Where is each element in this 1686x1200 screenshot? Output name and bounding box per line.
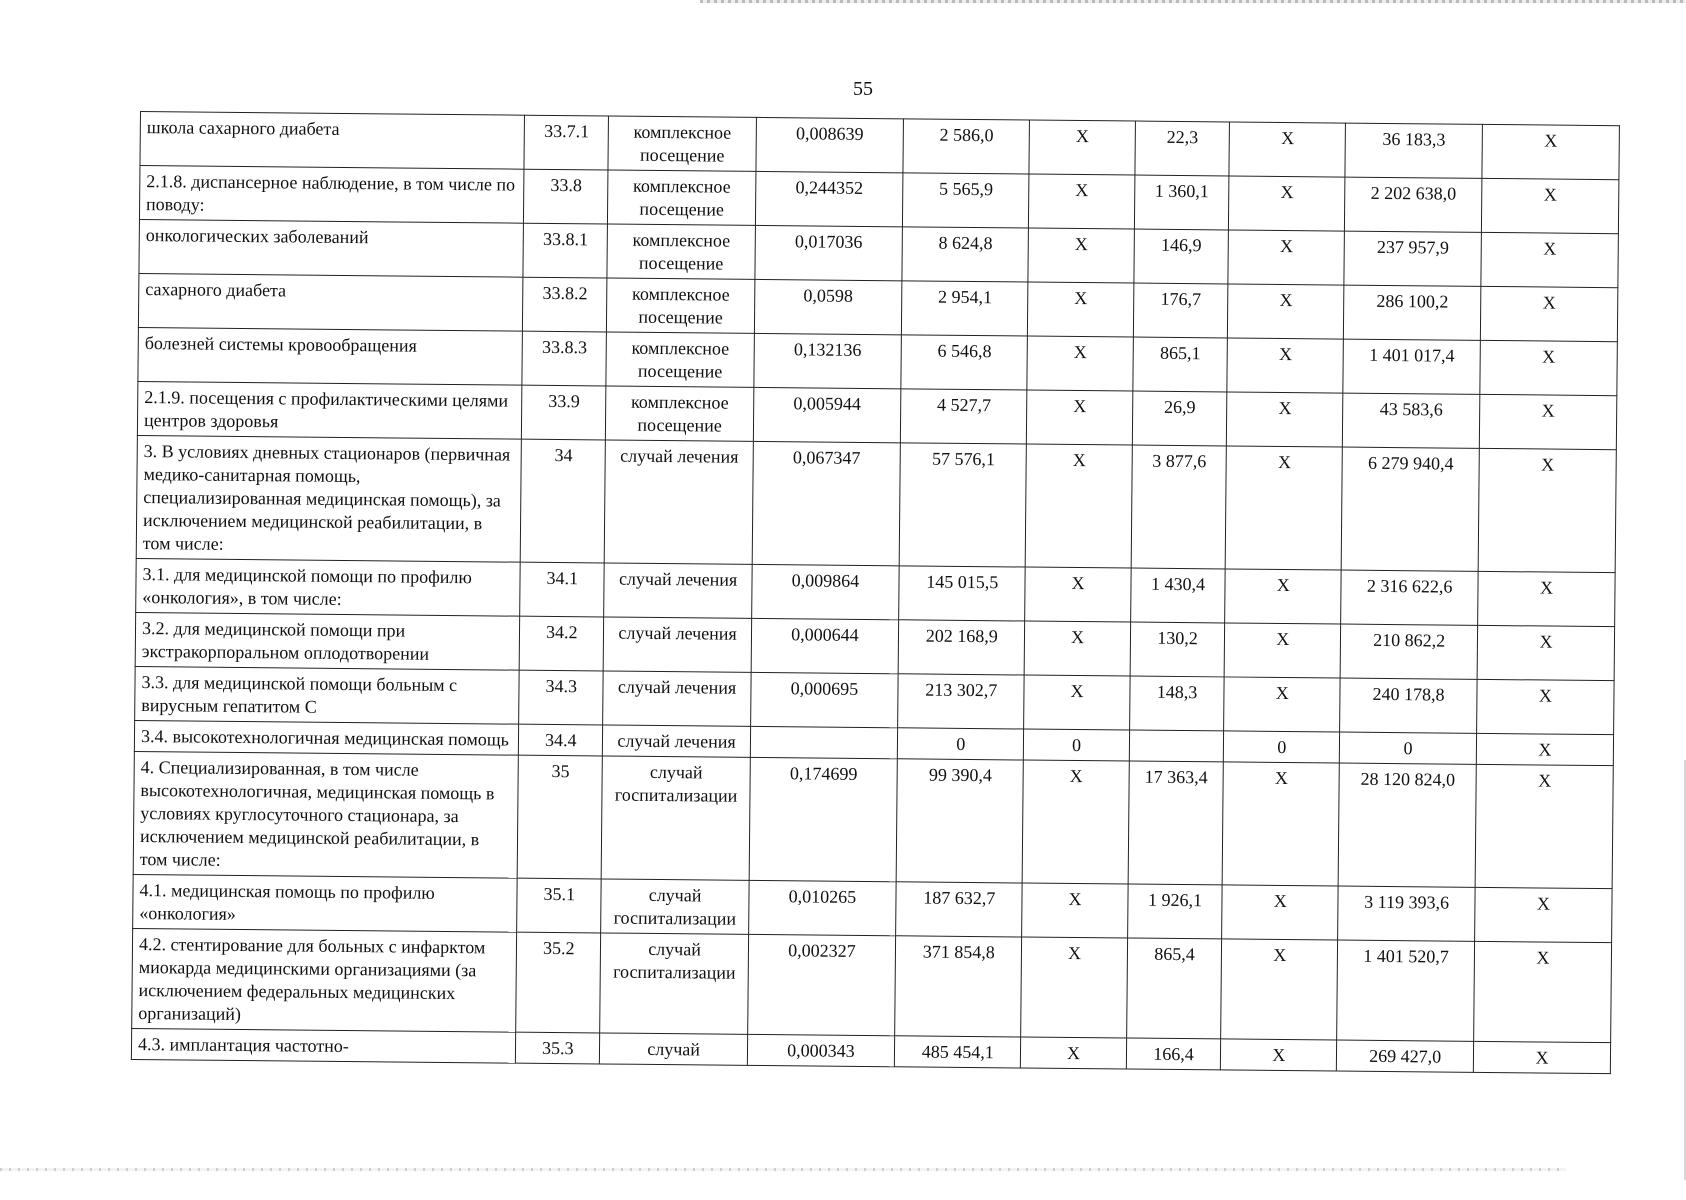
unit-cell: случай xyxy=(600,1033,748,1065)
col-x2-cell: X xyxy=(1227,392,1343,447)
cost-norm-cell: 4 527,7 xyxy=(900,389,1027,444)
total-cost-cell: 6 279 940,4 xyxy=(1341,447,1479,571)
cost-norm-cell: 213 302,7 xyxy=(898,674,1025,729)
cost-norm-cell: 485 454,1 xyxy=(895,1036,1022,1068)
indicator-name-cell: 3.1. для медицинской помощи по профилю «онкология», в том числе: xyxy=(136,558,521,616)
unit-cell: случай лечения xyxy=(603,671,751,726)
col-x3-cell: X xyxy=(1480,286,1617,341)
col-x3-cell: X xyxy=(1480,340,1617,395)
total-cost-cell: 3 119 393,6 xyxy=(1338,886,1475,941)
cost-norm-cell: 8 624,8 xyxy=(902,227,1029,282)
cost-norm-cell: 0 xyxy=(897,728,1024,760)
total-cost-cell: 286 100,2 xyxy=(1344,285,1481,340)
page-number: 55 xyxy=(853,78,873,100)
total-cost-cell: 240 178,8 xyxy=(1340,678,1477,733)
volume-norm-cell: 0,017036 xyxy=(755,225,903,280)
table-row xyxy=(133,751,1613,888)
col-x1-cell: 0 xyxy=(1024,729,1130,761)
volume-norm-cell: 0,008639 xyxy=(756,117,904,172)
indicator-name-cell: 3. В условиях дневных стационаров (первичная медико-санитарная помощь, специализированная медицинская помощь), за исключением медицинской реабилитации, в том числе: xyxy=(136,435,521,562)
indicator-name-cell: 3.4. высокотехнологичная медицинская помощь xyxy=(134,720,518,755)
volume-norm-cell: 0,000644 xyxy=(751,618,899,673)
col-x1-cell: X xyxy=(1029,120,1135,175)
row-code-cell: 35.3 xyxy=(516,1032,600,1064)
per-capita-cell: 166,4 xyxy=(1126,1038,1221,1070)
col-x1-cell: X xyxy=(1025,621,1131,676)
col-x2-cell: X xyxy=(1224,677,1340,732)
total-cost-cell: 2 202 638,0 xyxy=(1345,177,1482,232)
cost-norm-cell: 145 015,5 xyxy=(899,566,1026,621)
col-x2-cell: 0 xyxy=(1224,731,1340,763)
col-x2-cell: X xyxy=(1223,762,1340,886)
per-capita-cell: 146,9 xyxy=(1134,229,1229,284)
unit-cell: случай лечения xyxy=(605,440,754,564)
per-capita-cell: 865,1 xyxy=(1133,337,1228,392)
table-row xyxy=(132,928,1612,1042)
per-capita-cell: 1 360,1 xyxy=(1134,175,1229,230)
total-cost-cell: 1 401 520,7 xyxy=(1337,940,1475,1041)
per-capita-cell: 176,7 xyxy=(1133,283,1228,338)
col-x3-cell: X xyxy=(1475,887,1612,942)
unit-cell: случай госпитализации xyxy=(602,756,751,880)
unit-cell: случай госпитализации xyxy=(600,933,748,1034)
unit-cell: комплексное посещение xyxy=(606,332,754,387)
col-x2-cell: X xyxy=(1228,284,1344,339)
unit-cell: случай лечения xyxy=(604,617,752,672)
per-capita-cell xyxy=(1129,730,1224,762)
total-cost-cell: 1 401 017,4 xyxy=(1343,339,1480,394)
indicator-name-cell: 2.1.8. диспансерное наблюдение, в том числе по поводу: xyxy=(139,166,524,224)
row-code-cell: 34.1 xyxy=(520,562,605,617)
col-x3-cell: X xyxy=(1478,448,1616,572)
col-x3-cell: X xyxy=(1473,1041,1610,1073)
indicator-name-cell: 4.3. имплантация частотно- xyxy=(131,1028,515,1063)
col-x2-cell: X xyxy=(1225,623,1341,678)
row-code-cell: 33.8.3 xyxy=(522,331,607,386)
total-cost-cell: 210 862,2 xyxy=(1340,624,1477,679)
unit-cell: случай лечения xyxy=(603,725,751,757)
per-capita-cell: 865,4 xyxy=(1126,938,1222,1039)
col-x2-cell: X xyxy=(1229,122,1345,177)
row-code-cell: 33.8 xyxy=(524,169,609,224)
col-x2-cell: X xyxy=(1221,1039,1337,1071)
indicator-name-cell: 3.2. для медицинской помощи при экстракорпоральном оплодотворении xyxy=(135,612,520,670)
row-code-cell: 33.8.2 xyxy=(523,277,608,332)
cost-norm-cell: 2 954,1 xyxy=(902,281,1029,336)
cost-norm-cell: 371 854,8 xyxy=(895,936,1022,1037)
row-code-cell: 35.2 xyxy=(516,932,601,1033)
volume-norm-cell: 0,000695 xyxy=(750,672,898,727)
row-code-cell: 34.3 xyxy=(519,670,604,725)
total-cost-cell: 2 316 622,6 xyxy=(1341,570,1478,625)
indicator-name-cell: школа сахарного диабета xyxy=(140,112,525,170)
col-x1-cell: X xyxy=(1029,174,1135,229)
cost-norm-cell: 187 632,7 xyxy=(896,882,1023,937)
col-x2-cell: X xyxy=(1222,885,1338,940)
cost-norm-cell: 2 586,0 xyxy=(903,119,1030,174)
col-x3-cell: X xyxy=(1477,625,1614,680)
per-capita-cell: 17 363,4 xyxy=(1128,761,1224,885)
row-code-cell: 34.2 xyxy=(519,616,604,671)
indicator-name-cell: сахарного диабета xyxy=(138,273,523,331)
col-x1-cell: X xyxy=(1021,1037,1127,1069)
col-x2-cell: X xyxy=(1228,230,1344,285)
indicator-name-cell: 3.3. для медицинской помощи больным с вирусным гепатитом С xyxy=(135,666,520,724)
volume-norm-cell: 0,010265 xyxy=(748,880,896,935)
volume-norm-cell xyxy=(750,726,898,758)
cost-norm-cell: 57 576,1 xyxy=(899,443,1026,567)
col-x2-cell: X xyxy=(1226,446,1343,570)
volume-norm-cell: 0,067347 xyxy=(752,441,901,565)
total-cost-cell: 28 120 824,0 xyxy=(1338,763,1476,887)
col-x3-cell: X xyxy=(1477,679,1614,734)
row-code-cell: 35.1 xyxy=(517,878,602,933)
volume-norm-cell: 0,002327 xyxy=(747,934,895,1035)
scan-edge-top xyxy=(700,0,1686,3)
table-row xyxy=(136,435,1616,572)
volume-norm-cell: 0,174699 xyxy=(749,757,898,881)
total-cost-cell: 43 583,6 xyxy=(1343,393,1480,448)
col-x1-cell: X xyxy=(1021,937,1127,1038)
col-x3-cell: X xyxy=(1479,394,1616,449)
row-code-cell: 35 xyxy=(517,755,602,879)
per-capita-cell: 26,9 xyxy=(1132,391,1227,446)
col-x1-cell: X xyxy=(1028,282,1134,337)
col-x3-cell: X xyxy=(1481,178,1618,233)
col-x3-cell: X xyxy=(1476,733,1613,765)
per-capita-cell: 1 430,4 xyxy=(1130,568,1225,623)
total-cost-cell: 237 957,9 xyxy=(1344,231,1481,286)
col-x2-cell: X xyxy=(1227,338,1343,393)
unit-cell: комплексное посещение xyxy=(608,116,756,171)
total-cost-cell: 269 427,0 xyxy=(1337,1040,1474,1072)
row-code-cell: 34.4 xyxy=(519,724,603,756)
total-cost-cell: 0 xyxy=(1340,732,1477,764)
per-capita-cell: 1 926,1 xyxy=(1127,884,1222,939)
row-code-cell: 33.7.1 xyxy=(524,115,609,170)
volume-norm-cell: 0,005944 xyxy=(753,387,901,442)
indicator-name-cell: 4.2. стентирование для больных с инфарктом миокарда медицинскими организациями (за исключением федеральных медицинских организаций) xyxy=(132,928,517,1032)
volume-norm-cell: 0,0598 xyxy=(754,279,902,334)
unit-cell: комплексное посещение xyxy=(607,278,755,333)
volume-norm-cell: 0,009864 xyxy=(751,564,899,619)
indicator-name-cell: 2.1.9. посещения с профилактическими целями центров здоровья xyxy=(137,381,522,439)
indicator-name-cell: болезней системы кровообращения xyxy=(138,327,523,385)
row-code-cell: 33.8.1 xyxy=(523,223,608,278)
total-cost-cell: 36 183,3 xyxy=(1345,123,1482,178)
unit-cell: комплексное посещение xyxy=(607,224,755,279)
cost-norm-cell: 6 546,8 xyxy=(901,335,1028,390)
col-x1-cell: X xyxy=(1028,228,1134,283)
per-capita-cell: 130,2 xyxy=(1130,622,1225,677)
volume-norm-cell: 0,132136 xyxy=(754,333,902,388)
indicator-name-cell: онкологических заболеваний xyxy=(139,219,524,277)
cost-norm-cell: 99 390,4 xyxy=(896,759,1023,883)
unit-cell: комплексное посещение xyxy=(606,386,754,441)
per-capita-cell: 22,3 xyxy=(1135,121,1230,176)
col-x3-cell: X xyxy=(1481,232,1618,287)
volume-norm-cell: 0,000343 xyxy=(747,1034,895,1066)
col-x1-cell: X xyxy=(1025,567,1131,622)
col-x3-cell: X xyxy=(1478,571,1615,626)
col-x1-cell: X xyxy=(1027,336,1133,391)
col-x3-cell: X xyxy=(1474,941,1612,1042)
col-x1-cell: X xyxy=(1024,675,1130,730)
col-x2-cell: X xyxy=(1229,176,1345,231)
indicator-name-cell: 4. Специализированная, в том числе высокотехнологичная, медицинская помощь в условиях круглосуточного стационара, за исключением медицинской реабилитации, в том числе: xyxy=(133,751,518,878)
col-x1-cell: X xyxy=(1022,883,1128,938)
col-x2-cell: X xyxy=(1221,939,1338,1040)
col-x1-cell: X xyxy=(1026,444,1132,568)
data-table xyxy=(131,111,1620,1074)
per-capita-cell: 3 877,6 xyxy=(1131,445,1227,569)
table-body xyxy=(131,112,1619,1074)
scan-edge-bottom xyxy=(0,1168,1566,1171)
unit-cell: комплексное посещение xyxy=(608,170,756,225)
row-code-cell: 33.9 xyxy=(522,385,607,440)
col-x1-cell: X xyxy=(1023,760,1129,884)
indicator-name-cell: 4.1. медицинская помощь по профилю «онкология» xyxy=(133,874,518,932)
unit-cell: случай госпитализации xyxy=(601,879,749,934)
col-x2-cell: X xyxy=(1225,569,1341,624)
col-x3-cell: X xyxy=(1475,764,1613,888)
row-code-cell: 34 xyxy=(520,439,605,563)
volume-norm-cell: 0,244352 xyxy=(755,171,903,226)
cost-norm-cell: 202 168,9 xyxy=(898,620,1025,675)
cost-norm-cell: 5 565,9 xyxy=(903,173,1030,228)
unit-cell: случай лечения xyxy=(604,563,752,618)
per-capita-cell: 148,3 xyxy=(1129,676,1224,731)
col-x3-cell: X xyxy=(1482,124,1619,179)
col-x1-cell: X xyxy=(1027,390,1133,445)
